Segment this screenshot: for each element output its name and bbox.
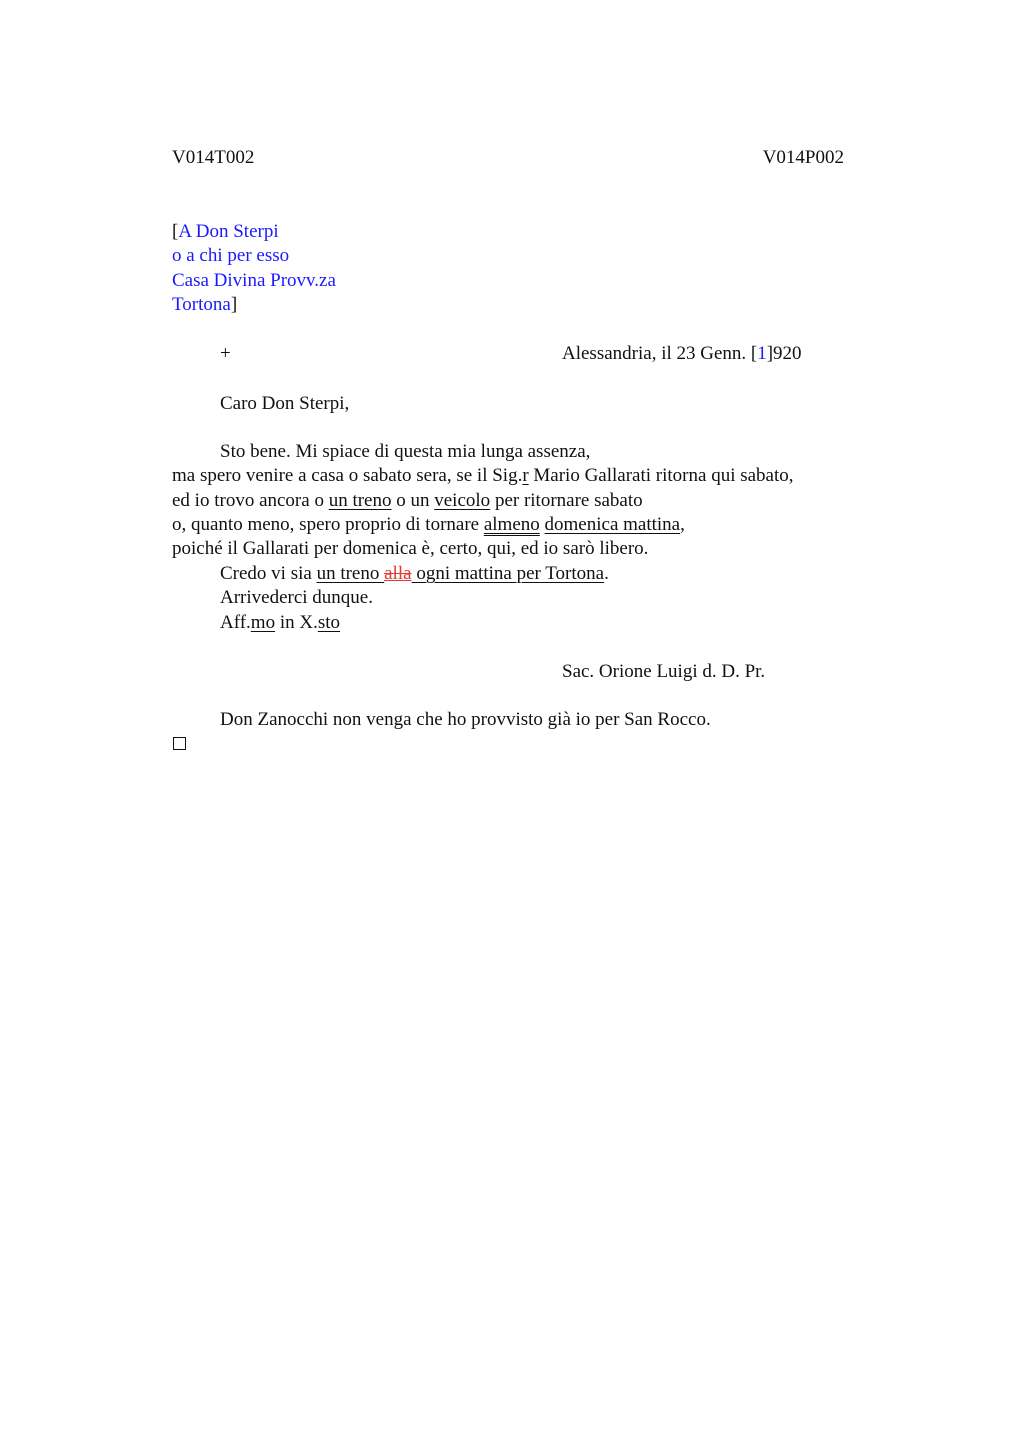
address-line-4 — [172, 293, 237, 317]
body-line-4 — [172, 513, 685, 537]
address-recipient: A Don Sterpi — [178, 221, 279, 242]
body-line-3-underlined-1: un treno — [328, 490, 392, 511]
body-line-4-text-c: , — [680, 514, 685, 535]
body-line-3 — [172, 489, 643, 513]
body-line-8-text-a: Aff. — [220, 612, 251, 633]
body-line-4-text-a: o, quanto meno, spero proprio di tornare — [172, 514, 484, 535]
body-line-6-text-a: Credo vi sia — [220, 563, 317, 584]
body-line-6-struck-word: alla — [384, 563, 412, 584]
address-line-3: Casa Divina Provv.za — [172, 270, 336, 291]
body-line-5: poiché il Gallarati per domenica è, certo, qui, ed io sarò libero. — [172, 538, 649, 559]
body-line-2-text-b: Mario Gallarati ritorna qui sabato, — [528, 465, 794, 486]
header-right-code: V014P002 — [762, 147, 844, 168]
body-line-4-double-underlined: almeno — [483, 514, 540, 535]
body-line-7: Arrivederci dunque. — [220, 587, 373, 608]
address-open-bracket: [ — [172, 221, 179, 242]
address-line-1 — [172, 220, 279, 244]
body-line-2-abbrev: r — [522, 465, 529, 486]
body-line-3-text-c: per ritornare sabato — [490, 490, 643, 511]
address-close-bracket: ] — [230, 294, 238, 315]
body-line-6-underlined-1: un treno — [316, 563, 385, 584]
place-date-prefix: Alessandria, il 23 Genn. [ — [562, 343, 758, 364]
header-left-code: V014T002 — [172, 147, 255, 168]
signature: Sac. Orione Luigi d. D. Pr. — [562, 661, 766, 682]
body-line-3-text-a: ed io trovo ancora o — [172, 490, 329, 511]
body-line-3-text-b: o un — [391, 490, 435, 511]
body-line-2-text-a: ma spero venire a casa o sabato sera, se il Sig. — [172, 465, 523, 486]
body-line-4-underlined: domenica mattina — [544, 514, 681, 535]
body-line-1: Sto bene. Mi spiace di questa mia lunga assenza, — [220, 441, 591, 462]
body-line-8-underlined-1: mo — [250, 612, 276, 633]
address-city: Tortona — [172, 294, 231, 315]
place-date — [562, 342, 802, 366]
salutation: Caro Don Sterpi, — [220, 393, 350, 414]
cross-symbol: + — [220, 343, 231, 364]
year-inserted-digit: 1 — [757, 343, 767, 364]
end-marker-box — [173, 737, 186, 750]
body-line-8-underlined-2: sto — [317, 612, 341, 633]
body-line-6 — [220, 562, 609, 586]
body-line-8 — [220, 611, 340, 635]
body-line-8-text-b: in X. — [275, 612, 318, 633]
postscript: Don Zanocchi non venga che ho provvisto già io per San Rocco. — [220, 709, 711, 730]
body-line-6-underlined-2: ogni mattina per Tortona — [411, 563, 605, 584]
address-line-2: o a chi per esso — [172, 245, 290, 266]
body-line-2 — [172, 464, 794, 488]
year-rest: ]920 — [766, 343, 802, 364]
body-line-3-underlined-2: veicolo — [434, 490, 491, 511]
body-line-6-text-c: . — [604, 563, 609, 584]
